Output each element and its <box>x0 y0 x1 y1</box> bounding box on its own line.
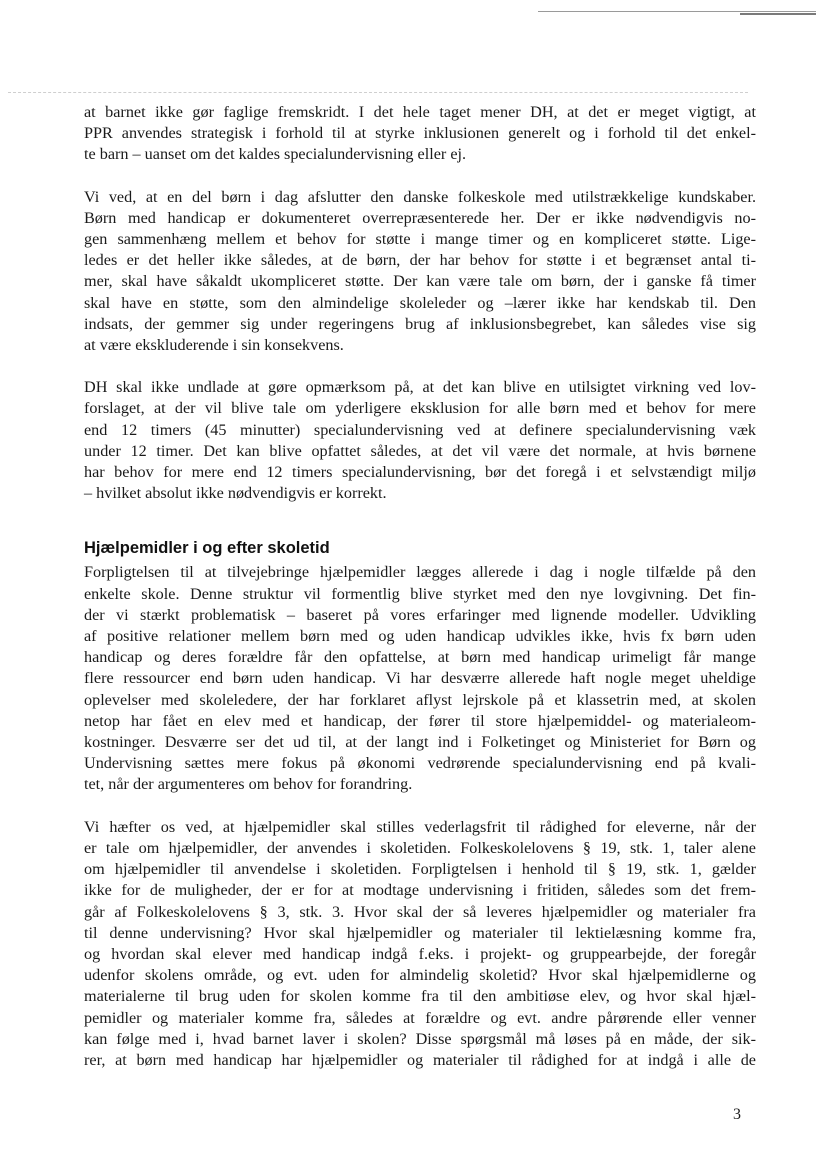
paragraph-2 <box>84 187 756 357</box>
text-line: DH skal ikke undlade at gøre opmærksom på, at det kan blive en utilsigtet virkning ved lov- <box>84 378 756 397</box>
text-line: skal have en støtte, som den almindelige skoleleder og –lærer ikke har kendskab til. Den <box>84 293 756 312</box>
text-line: – hvilket absolut ikke nødvendigvis er korrekt. <box>84 484 387 503</box>
text-line: der vi stærkt problematisk – baseret på vores erfaringer med lignende modeller. Udvikling <box>84 605 756 624</box>
text-line: handicap og deres forældre får den opfattelse, at børn med handicap urimeligt får mange <box>84 648 756 667</box>
text-line: netop har fået en elev med et handicap, der fører til store hjælpemiddel- og materialeom- <box>84 711 756 730</box>
text-line: kostninger. Desværre ser det ud til, at der langt ind i Folketinget og Ministeriet for Børn og <box>84 733 756 752</box>
text-line: at være ekskluderende i sin konsekvens. <box>84 336 344 355</box>
document-page <box>84 102 756 1071</box>
text-line: Undervisning sættes mere fokus på økonomi vedrørende specialundervisning end på kvali- <box>84 754 756 773</box>
paragraph-5 <box>84 817 756 1071</box>
text-line: flere ressourcer end børn uden handicap. Vi har desværre allerede haft nogle meget uheldige <box>84 669 756 688</box>
text-line: under 12 timer. Det kan blive opfattet således, at det vil være det normale, at hvis børnene <box>84 441 756 460</box>
text-line: end 12 timers (45 minutter) specialundervisning ved at definere specialundervisning væk <box>84 420 756 439</box>
text-line: rer, at børn med handicap har hjælpemidler og materialer til rådighed for at indgå i alle de <box>84 1050 756 1069</box>
text-line: om hjælpemidler til anvendelse i skoletiden. Forpligtelsen i henhold til § 19, stk. 1, gælder <box>84 860 756 879</box>
text-line: og hvordan skal elever med handicap indgå f.eks. i projekt- og gruppearbejde, der foregår <box>84 944 756 963</box>
text-line: forslaget, at der vil blive tale om yderligere eksklusion for alle børn med et behov for mere <box>84 399 756 418</box>
text-line: pemidler og materialer komme fra, således at forældre og evt. andre pårørende eller venner <box>84 1008 756 1027</box>
text-line: Vi hæfter os ved, at hjælpemidler skal stilles vederlagsfrit til rådighed for eleverne, når der <box>84 817 756 836</box>
paragraph-1 <box>84 102 756 166</box>
text-line: går af Folkeskolelovens § 3, stk. 3. Hvor skal der så leveres hjælpemidler og materialer fra <box>84 902 756 921</box>
text-line: ledes er det heller ikke således, at de børn, der har behov for støtte i et begrænset antal ti- <box>84 251 756 270</box>
text-line: at barnet ikke gør faglige fremskridt. I det hele taget mener DH, at det er meget vigtigt, at <box>84 103 756 121</box>
scan-artifact-dots <box>8 92 748 93</box>
text-line: Børn med handicap er dokumenteret overrepræsenterede her. Der er ikke nødvendigvis no- <box>84 208 756 227</box>
text-line: Vi ved, at en del børn i dag afslutter den danske folkeskole med utilstrækkelige kundskaber. <box>84 187 756 206</box>
text-line: Forpligtelsen til at tilvejebringe hjælpemidler lægges allerede i dag i nogle tilfælde på den <box>84 563 756 582</box>
text-line: te barn – uanset om det kaldes specialundervisning eller ej. <box>84 145 467 164</box>
text-line: er tale om hjælpemidler, der anvendes i skoletiden. Folkeskolelovens § 19, stk. 1, taler alene <box>84 838 756 857</box>
text-line: oplevelser med skoleledere, der har forklaret aflyst lejrskole på et klassetrin med, at skolen <box>84 690 756 709</box>
text-line: enkelte skole. Denne struktur vil formentlig blive styrket med den nye lovgivning. Det fin- <box>84 584 756 603</box>
text-line: indsats, der gemmer sig under regeringens brug af inklusionsbegrebet, kan således vise sig <box>84 314 756 333</box>
text-line: udenfor skolens område, og evt. uden for almindelig skoletid? Hvor skal hjælpemidlerne og <box>84 966 756 985</box>
text-line: ikke for de muligheder, der er for at modtage undervisning i fritiden, således som det frem- <box>84 881 756 900</box>
text-line: tet, når der argumenteres om behov for forandring. <box>84 775 413 794</box>
paragraph-3 <box>84 377 756 504</box>
text-line: af positive relationer mellem børn med og uden handicap udvikles ikke, hvis fx børn uden <box>84 627 756 646</box>
text-line: til denne undervisning? Hvor skal hjælpemidler og materialer til lektielæsning komme fra, <box>84 923 756 942</box>
section-heading: Hjælpemidler i og efter skoletid <box>84 539 330 558</box>
text-line: PPR anvendes strategisk i forhold til at styrke inklusionen generelt og i forhold til det enkel- <box>84 124 756 143</box>
scan-edge-line-dark <box>740 13 816 15</box>
text-line: gen sammenhæng mellem et behov for støtte i mange timer og en kompliceret støtte. Lige- <box>84 230 756 249</box>
scan-edge-line <box>538 11 816 12</box>
text-line: materialerne til brug uden for skolen komme fra til den ambitiøse elev, og hvor skal hjæl- <box>84 987 756 1006</box>
text-line: kan følge med i, hvad barnet laver i skolen? Disse spørgsmål må løses på en måde, der sik- <box>84 1029 756 1048</box>
text-line: har behov for mere end 12 timers specialundervisning, bør det foregå i et selvstændigt miljø <box>84 463 756 482</box>
page-number: 3 <box>733 1106 741 1123</box>
text-line: mer, skal have såkaldt ukompliceret støtte. Der kan være tale om børn, der i ganske få timer <box>84 272 756 291</box>
paragraph-4 <box>84 562 756 795</box>
